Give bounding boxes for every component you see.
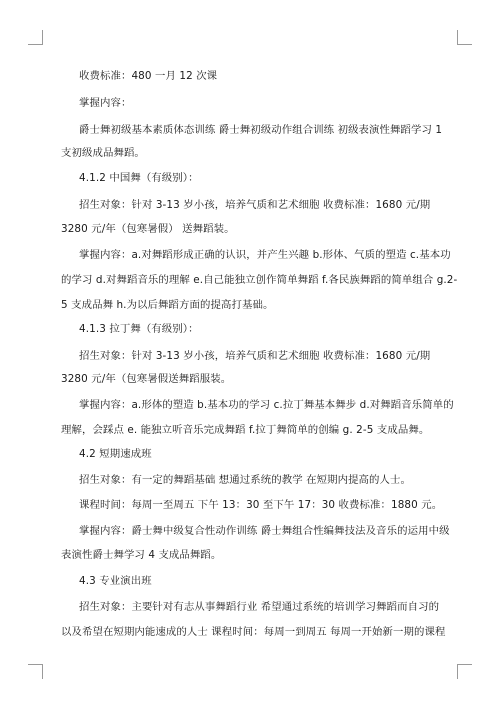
text-line: 招生对象：针对 3-13 岁小孩，培养气质和艺术细胞 收费标准：1680 元/期 xyxy=(79,199,431,211)
text-line: 招生对象：有一定的舞蹈基础 想通过系统的教学 在短期内提高的人士。 xyxy=(79,474,412,486)
text-line: 理解，会踩点 e. 能独立听音乐完成舞蹈 f.拉丁舞简单的创编 g. 2-5 支成品舞。 xyxy=(61,424,430,436)
crop-mark-bottom-right xyxy=(457,664,472,679)
section-heading: 4.1.2 中国舞（有级别）： xyxy=(79,172,199,184)
crop-mark-top-right xyxy=(457,30,472,45)
text-line: 掌握内容：爵士舞中级复合性动作训练 爵士舞组合性编舞技法及音乐的运用中级 xyxy=(79,525,450,537)
text-line: 爵士舞初级基本素质体态训练 爵士舞初级动作组合训练 初级表演性舞蹈学习 1 xyxy=(79,124,443,136)
text-line: 收费标准：480 一月 12 次课 xyxy=(79,70,218,82)
text-line: 3280 元/年（包寒暑假） 送舞蹈装。 xyxy=(61,223,235,235)
text-line: 以及希望在短期内能速成的人士 课程时间：每周一到周五 每周一开始新一期的课程 xyxy=(61,626,446,638)
text-line: 掌握内容：a.形体的塑造 b.基本功的学习 c.拉丁舞基本舞步 d.对舞蹈音乐简单的 xyxy=(79,399,454,411)
text-line: 支初级成品舞蹈。 xyxy=(61,147,145,159)
text-line: 3280 元/年（包寒暑假送舞蹈服装。 xyxy=(61,373,232,385)
text-line: 掌握内容： xyxy=(79,97,132,109)
text-line: 5 支成品舞 h.为以后舞蹈方面的提高打基础。 xyxy=(61,299,274,311)
text-line: 课程时间：每周一至周五 下午 13：30 至下午 17：30 收费标准：1880 元。 xyxy=(79,499,443,511)
section-heading: 4.1.3 拉丁舞（有级别）： xyxy=(79,323,199,335)
text-line: 招生对象：主要针对有志从事舞蹈行业 希望通过系统的培训学习舞蹈而自习的 xyxy=(79,601,440,613)
section-heading: 4.3 专业演出班 xyxy=(79,575,152,587)
crop-mark-top-left xyxy=(28,30,43,45)
text-line: 招生对象：针对 3-13 岁小孩，培养气质和艺术细胞 收费标准：1680 元/期 xyxy=(79,350,431,362)
crop-mark-bottom-left xyxy=(28,664,43,679)
text-line: 掌握内容：a.对舞蹈形成正确的认识，并产生兴趣 b.形体、气质的塑造 c.基本功 xyxy=(79,249,451,261)
text-line: 表演性爵士舞学习 4 支成品舞蹈。 xyxy=(61,549,222,561)
section-heading: 4.2 短期速成班 xyxy=(79,448,152,460)
text-line: 的学习 d.对舞蹈音乐的理解 e.自己能独立创作简单舞蹈 f.各民族舞蹈的简单组合 g.2- xyxy=(61,274,458,286)
